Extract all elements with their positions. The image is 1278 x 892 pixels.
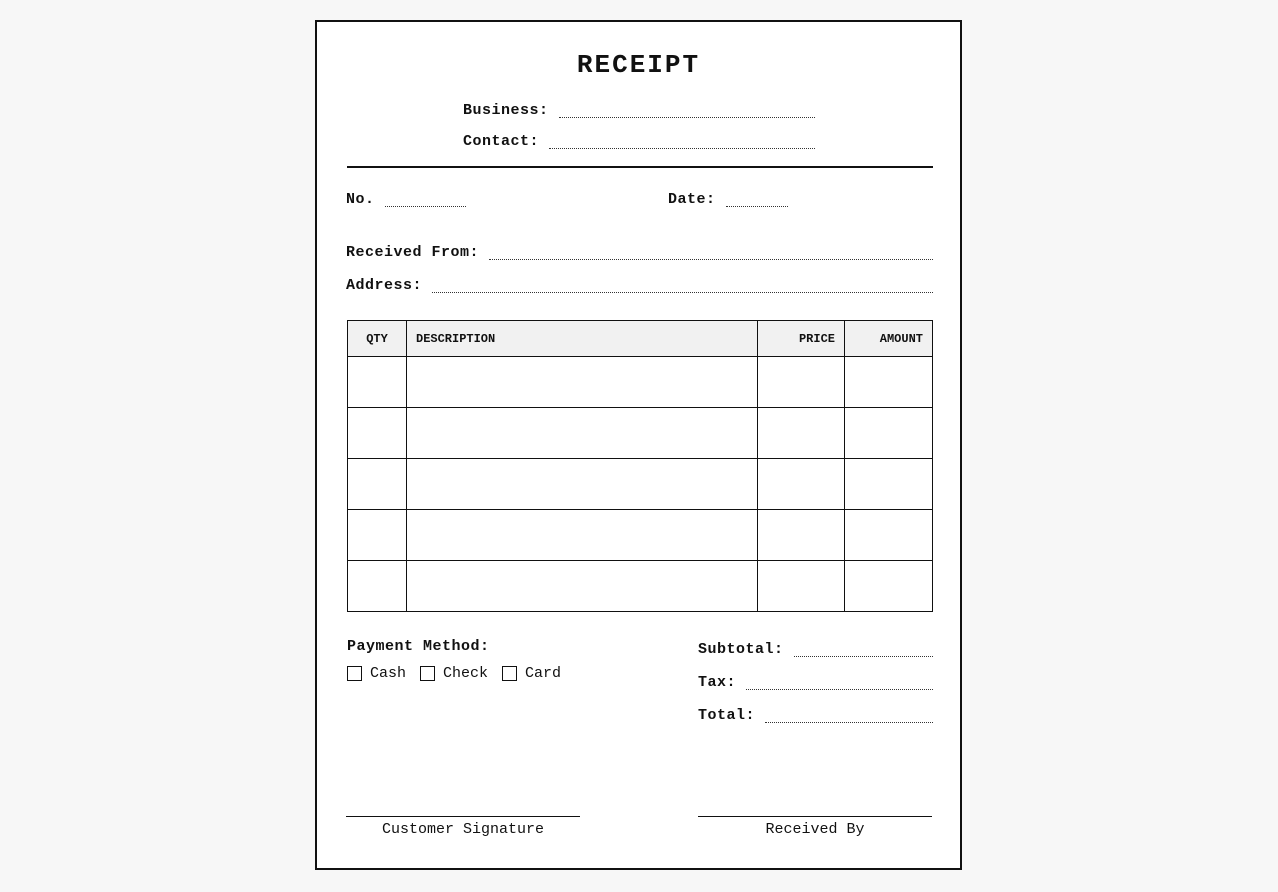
tax-label: Tax: bbox=[698, 674, 737, 691]
qty-cell[interactable] bbox=[348, 510, 407, 561]
contact-line[interactable] bbox=[549, 147, 815, 149]
received-from-field bbox=[346, 244, 933, 262]
qty-cell[interactable] bbox=[348, 459, 407, 510]
header-divider bbox=[347, 166, 933, 168]
amount-cell[interactable] bbox=[845, 459, 933, 510]
table-row bbox=[348, 459, 933, 510]
received-from-line[interactable] bbox=[489, 258, 933, 260]
qty-cell[interactable] bbox=[348, 408, 407, 459]
price-cell[interactable] bbox=[758, 459, 845, 510]
description-cell[interactable] bbox=[407, 459, 758, 510]
subtotal-line[interactable] bbox=[794, 655, 933, 657]
table-row bbox=[348, 357, 933, 408]
qty-header: QTY bbox=[348, 321, 407, 357]
payment-option-card[interactable] bbox=[502, 665, 561, 682]
card-label: Card bbox=[525, 665, 562, 682]
business-label: Business: bbox=[463, 102, 549, 119]
address-field bbox=[346, 277, 933, 295]
contact-field bbox=[463, 133, 815, 151]
number-label: No. bbox=[346, 191, 375, 208]
total-field bbox=[698, 707, 933, 725]
payment-option-check[interactable] bbox=[420, 665, 488, 682]
receipt-sheet bbox=[315, 20, 962, 870]
check-checkbox[interactable] bbox=[420, 666, 435, 681]
amount-cell[interactable] bbox=[845, 408, 933, 459]
price-cell[interactable] bbox=[758, 561, 845, 612]
description-header: DESCRIPTION bbox=[407, 321, 758, 357]
receipt-title: RECEIPT bbox=[576, 50, 701, 80]
description-cell[interactable] bbox=[407, 561, 758, 612]
date-label: Date: bbox=[668, 191, 716, 208]
table-row bbox=[348, 408, 933, 459]
description-cell[interactable] bbox=[407, 408, 758, 459]
table-row bbox=[348, 510, 933, 561]
customer-signature[interactable]: Customer Signature bbox=[346, 816, 580, 838]
payment-options bbox=[347, 665, 575, 682]
business-field bbox=[463, 102, 815, 120]
tax-field bbox=[698, 674, 933, 692]
amount-header: AMOUNT bbox=[845, 321, 933, 357]
cash-checkbox[interactable] bbox=[347, 666, 362, 681]
table-header-row bbox=[348, 321, 933, 357]
date-line[interactable] bbox=[726, 205, 788, 207]
business-line[interactable] bbox=[559, 116, 815, 118]
price-cell[interactable] bbox=[758, 408, 845, 459]
number-line[interactable] bbox=[385, 205, 466, 207]
cash-label: Cash bbox=[370, 665, 407, 682]
contact-label: Contact: bbox=[463, 133, 540, 150]
qty-cell[interactable] bbox=[348, 561, 407, 612]
price-cell[interactable] bbox=[758, 510, 845, 561]
amount-cell[interactable] bbox=[845, 561, 933, 612]
payment-method-label: Payment Method: bbox=[347, 638, 490, 655]
total-label: Total: bbox=[698, 707, 756, 724]
address-label: Address: bbox=[346, 277, 423, 294]
amount-cell[interactable] bbox=[845, 510, 933, 561]
amount-cell[interactable] bbox=[845, 357, 933, 408]
items-table bbox=[347, 320, 933, 612]
payment-option-cash[interactable] bbox=[347, 665, 406, 682]
subtotal-label: Subtotal: bbox=[698, 641, 784, 658]
description-cell[interactable] bbox=[407, 510, 758, 561]
check-label: Check bbox=[443, 665, 489, 682]
description-cell[interactable] bbox=[407, 357, 758, 408]
subtotal-field bbox=[698, 641, 933, 659]
card-checkbox[interactable] bbox=[502, 666, 517, 681]
address-line[interactable] bbox=[432, 291, 933, 293]
received-from-label: Received From: bbox=[346, 244, 480, 261]
table-row bbox=[348, 561, 933, 612]
qty-cell[interactable] bbox=[348, 357, 407, 408]
price-header: PRICE bbox=[758, 321, 845, 357]
price-cell[interactable] bbox=[758, 357, 845, 408]
total-line[interactable] bbox=[765, 721, 933, 723]
date-field bbox=[668, 191, 788, 209]
received-by-signature[interactable]: Received By bbox=[698, 816, 932, 838]
tax-line[interactable] bbox=[746, 688, 933, 690]
number-field bbox=[346, 191, 466, 209]
